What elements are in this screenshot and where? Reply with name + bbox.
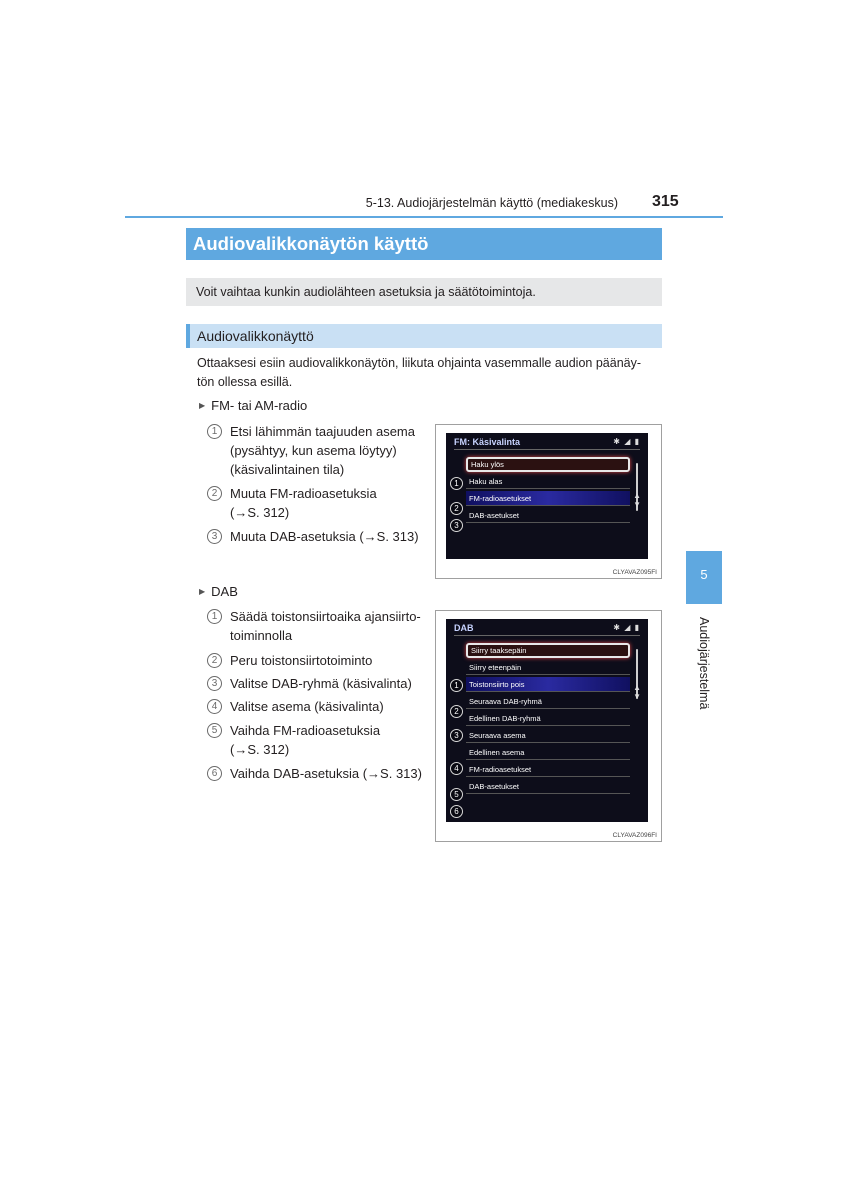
fm-item-1 [207, 422, 427, 482]
item-text [230, 764, 427, 783]
callout-1: 1 [450, 477, 463, 490]
fm-item-2 [207, 484, 427, 524]
item-line: Valitse asema (käsivalinta) [230, 699, 384, 714]
menu-row-skip-back[interactable]: Siirry taaksepäin [466, 643, 630, 658]
status-icons: ✱ ◢ ▮ [613, 437, 640, 446]
subsection-paragraph [197, 354, 665, 392]
item-text [230, 721, 427, 759]
menu-row-prev-station[interactable]: Edellinen asema [466, 745, 630, 760]
scroll-arrows-icon: ▲ ▼ [633, 683, 641, 701]
screen-title: FM: Käsivalinta [454, 437, 521, 447]
section-title-banner [186, 228, 662, 260]
item-number: 3 [207, 676, 222, 691]
subsection-title: Audiovalikkonäyttö [197, 328, 314, 344]
item-number: 1 [207, 424, 222, 439]
dab-item-1 [207, 607, 427, 647]
item-line: Vaihda FM-radioasetuksia [230, 723, 381, 738]
screen-title: DAB [454, 623, 474, 633]
dab-item-4 [207, 697, 427, 717]
menu-row-fm-settings[interactable]: FM-radioasetukset [466, 762, 630, 777]
dab-heading [199, 584, 238, 600]
figure-code: CLYAVAZ095FI [612, 569, 657, 576]
callout-6: 6 [450, 805, 463, 818]
dab-screen-figure [435, 610, 662, 842]
dab-item-5 [207, 721, 427, 761]
fm-heading [199, 398, 307, 414]
item-text [230, 527, 427, 546]
title-divider [454, 449, 640, 450]
intro-text: Voit vaihtaa kunkin audiolähteen asetuksia ja säätötoimintoja. [196, 285, 536, 299]
status-icons: ✱ ◢ ▮ [613, 623, 640, 632]
menu-row-skip-forward[interactable]: Siirry eteenpäin [466, 660, 630, 675]
dab-display [446, 619, 648, 822]
callout-3: 3 [450, 519, 463, 532]
page-number: 315 [652, 193, 679, 210]
item-number: 1 [207, 609, 222, 624]
item-line: (→S. 312) [230, 505, 290, 520]
item-text [230, 697, 427, 716]
item-line: Vaihda DAB-asetuksia (→S. 313) [230, 766, 422, 781]
item-line: (käsivalintainen tila) [230, 462, 345, 477]
dab-item-2 [207, 651, 427, 671]
fm-display [446, 433, 648, 559]
figure-code: CLYAVAZ096FI [612, 832, 657, 839]
menu-row-fm-settings[interactable]: FM-radioasetukset [466, 491, 630, 506]
item-line: (→S. 312) [230, 742, 290, 757]
running-header: 5-13. Audiojärjestelmän käyttö (mediakeskus) [365, 196, 618, 210]
subsection-banner [186, 324, 662, 348]
item-number: 2 [207, 653, 222, 668]
fm-screen-figure [435, 424, 662, 579]
triangle-bullet-icon: ▶ [199, 401, 206, 410]
menu-row-search-up[interactable]: Haku ylös [466, 457, 630, 472]
item-line: Etsi lähimmän taajuuden asema [230, 424, 415, 439]
item-line: (pysähtyy, kun asema löytyy) [230, 443, 397, 458]
callout-2: 2 [450, 705, 463, 718]
item-text [230, 607, 427, 645]
item-line: Muuta DAB-asetuksia (→S. 313) [230, 529, 419, 544]
item-line: Peru toistonsiirtotoiminto [230, 653, 373, 668]
callout-2: 2 [450, 502, 463, 515]
item-number: 5 [207, 723, 222, 738]
fm-item-3 [207, 527, 427, 547]
section-title: Audiovalikkonäytön käyttö [193, 233, 429, 254]
item-number: 2 [207, 486, 222, 501]
item-number: 6 [207, 766, 222, 781]
chapter-tab [686, 551, 722, 604]
item-text [230, 484, 427, 522]
callout-3: 3 [450, 729, 463, 742]
item-line: Valitse DAB-ryhmä (käsivalinta) [230, 676, 412, 691]
item-number: 4 [207, 699, 222, 714]
header-rule [125, 216, 723, 218]
title-divider [454, 635, 640, 636]
scroll-arrows-icon: ▲ ▼ [633, 491, 641, 509]
item-text [230, 422, 427, 479]
item-line: toiminnolla [230, 628, 293, 643]
menu-row-next-dab-group[interactable]: Seuraava DAB-ryhmä [466, 694, 630, 709]
item-text [230, 651, 427, 670]
dab-item-3 [207, 674, 427, 694]
fm-heading-text: FM- tai AM-radio [211, 398, 308, 413]
chapter-number: 5 [700, 567, 708, 582]
chapter-label: Audiojärjestelmä [697, 617, 711, 710]
paragraph-line: tön ollessa esillä. [197, 375, 293, 389]
menu-row-timeshift-off[interactable]: Toistonsiirto pois [466, 677, 630, 692]
menu-row-prev-dab-group[interactable]: Edellinen DAB-ryhmä [466, 711, 630, 726]
callout-5: 5 [450, 788, 463, 801]
paragraph-line: Ottaaksesi esiin audiovalikkonäytön, liikuta ohjainta vasemmalle audion päänäy- [197, 356, 642, 370]
item-line: Säädä toistonsiirtoaika ajansiirto- [230, 609, 421, 624]
item-number: 3 [207, 529, 222, 544]
dab-item-6 [207, 764, 427, 784]
menu-row-dab-settings[interactable]: DAB-asetukset [466, 508, 630, 523]
intro-box [186, 278, 662, 306]
triangle-bullet-icon: ▶ [199, 587, 206, 596]
callout-4: 4 [450, 762, 463, 775]
menu-row-next-station[interactable]: Seuraava asema [466, 728, 630, 743]
callout-1: 1 [450, 679, 463, 692]
dab-heading-text: DAB [211, 584, 238, 599]
menu-row-dab-settings[interactable]: DAB-asetukset [466, 779, 630, 794]
menu-row-search-down[interactable]: Haku alas [466, 474, 630, 489]
item-text [230, 674, 427, 693]
item-line: Muuta FM-radioasetuksia [230, 486, 377, 501]
